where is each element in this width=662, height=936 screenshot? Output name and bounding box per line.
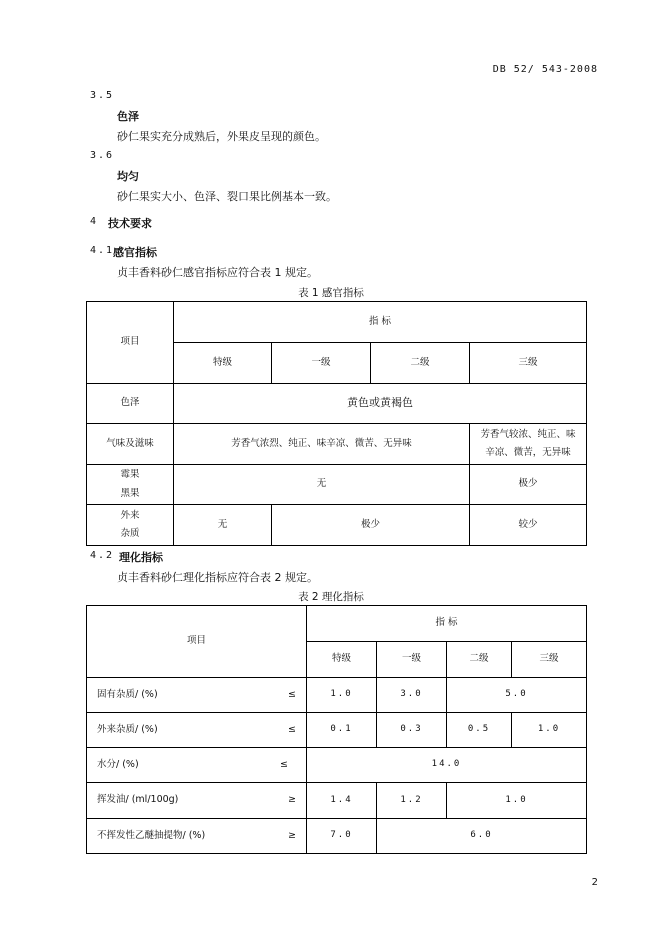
table2-cell: 1.0 — [512, 713, 587, 748]
section-3-5-definition: 砂仁果实充分成熟后，外果皮呈现的颜色。 — [117, 130, 326, 143]
table2-item-header: 项目 — [87, 606, 307, 678]
table1-mold-label — [87, 465, 174, 505]
table2-grade-1: 一级 — [377, 642, 447, 678]
table2-cell: 1.0 — [307, 678, 377, 713]
table2-cell: 0.3 — [377, 713, 447, 748]
table1-foreign-label — [87, 505, 174, 546]
table1-smell-label: 气味及滋味 — [87, 424, 174, 465]
table2-cell: 3.0 — [377, 678, 447, 713]
table2-row-operator: ≤ — [288, 723, 296, 735]
page-number: 2 — [591, 877, 598, 888]
section-4-1-text: 贞丰香料砂仁感官指标应符合表 1 规定。 — [117, 266, 318, 279]
table1-mold-label-line2: 黑果 — [120, 487, 140, 499]
section-4-1-title: 感官指标 — [113, 246, 157, 259]
table2-caption: 表 2 理化指标 — [298, 591, 364, 603]
table1-smell-grade3 — [470, 424, 587, 465]
table2-cell: 1.0 — [447, 783, 587, 819]
table2-grade-2: 二级 — [447, 642, 512, 678]
table2-row-volatile-oil — [87, 783, 307, 819]
table1-foreign-mid: 极少 — [272, 505, 470, 546]
table1-caption: 表 1 感官指标 — [298, 287, 364, 299]
table2-row-operator: ≥ — [288, 829, 296, 841]
table2-row-moisture — [87, 748, 307, 783]
table2-grade-3: 三级 — [512, 642, 587, 678]
table1-color-value: 黄色或黄褐色 — [174, 384, 587, 424]
table1-smell-grade3-line1: 芳香气较浓、纯正、味 — [480, 428, 576, 440]
section-3-5-number: 3.5 — [90, 90, 115, 101]
section-4-1-number: 4.1 — [90, 245, 115, 256]
table1-grade-special: 特级 — [174, 343, 272, 384]
table2-grade-special: 特级 — [307, 642, 377, 678]
table1-mold-value: 无 — [174, 465, 470, 505]
section-4-title: 技术要求 — [108, 217, 152, 230]
section-4-number: 4 — [90, 216, 99, 227]
table2-row-operator: ≤ — [280, 758, 288, 770]
table2-row-operator: ≥ — [288, 794, 296, 806]
table2-row-inherent-impurity — [87, 678, 307, 713]
table2-row-label: 不挥发性乙醚抽提物/ (%) — [97, 829, 206, 841]
table1-grade-1: 一级 — [272, 343, 371, 384]
section-3-6-definition: 砂仁果实大小、色泽、裂口果比例基本一致。 — [117, 190, 337, 203]
table2-cell: 0.1 — [307, 713, 377, 748]
table2-cell: 5.0 — [447, 678, 587, 713]
section-4-2-number: 4.2 — [90, 550, 115, 561]
table2-row-label: 固有杂质/ (%) — [97, 688, 158, 700]
table2-cell: 14.0 — [307, 748, 587, 783]
table1-grade-3: 三级 — [470, 343, 587, 384]
section-3-5-term: 色泽 — [117, 110, 139, 123]
table1-item-header: 项目 — [87, 302, 174, 384]
table1-foreign-label-line2: 杂质 — [120, 528, 140, 539]
sensory-table — [86, 301, 587, 546]
section-4-2-text: 贞丰香料砂仁理化指标应符合表 2 规定。 — [117, 571, 318, 584]
table2-cell: 1.4 — [307, 783, 377, 819]
table2-row-label: 水分/ (%) — [97, 758, 139, 770]
table2-cell: 0.5 — [447, 713, 512, 748]
table2-index-header: 指 标 — [307, 606, 587, 642]
section-3-6-term: 均匀 — [117, 170, 139, 183]
table1-foreign-grade3: 较少 — [470, 505, 587, 546]
table2-cell: 6.0 — [377, 819, 587, 854]
standard-code: DB 52/ 543-2008 — [492, 64, 598, 75]
table1-smell-value: 芳香气浓烈、纯正、味辛凉、微苦、无异味 — [174, 424, 470, 465]
table1-color-label: 色泽 — [87, 384, 174, 424]
table2-cell: 7.0 — [307, 819, 377, 854]
table2-cell: 1.2 — [377, 783, 447, 819]
table2-row-label: 挥发油/ (ml/100g) — [97, 794, 179, 806]
section-3-6-number: 3.6 — [90, 150, 115, 161]
table1-index-header: 指 标 — [174, 302, 587, 343]
table2-row-foreign-impurity — [87, 713, 307, 748]
table1-mold-label-line1: 霉果 — [120, 469, 140, 481]
table1-grade-2: 二级 — [371, 343, 470, 384]
table1-mold-grade3: 极少 — [470, 465, 587, 505]
section-4-2-title: 理化指标 — [119, 551, 163, 564]
table1-smell-grade3-line2: 辛凉、微苦，无异味 — [485, 447, 571, 458]
physicochemical-table — [86, 605, 587, 854]
table2-row-operator: ≤ — [288, 688, 296, 700]
table1-foreign-label-line1: 外来 — [120, 509, 140, 521]
table1-foreign-special: 无 — [174, 505, 272, 546]
table2-row-label: 外来杂质/ (%) — [97, 723, 158, 735]
table2-row-ether-extract — [87, 819, 307, 854]
